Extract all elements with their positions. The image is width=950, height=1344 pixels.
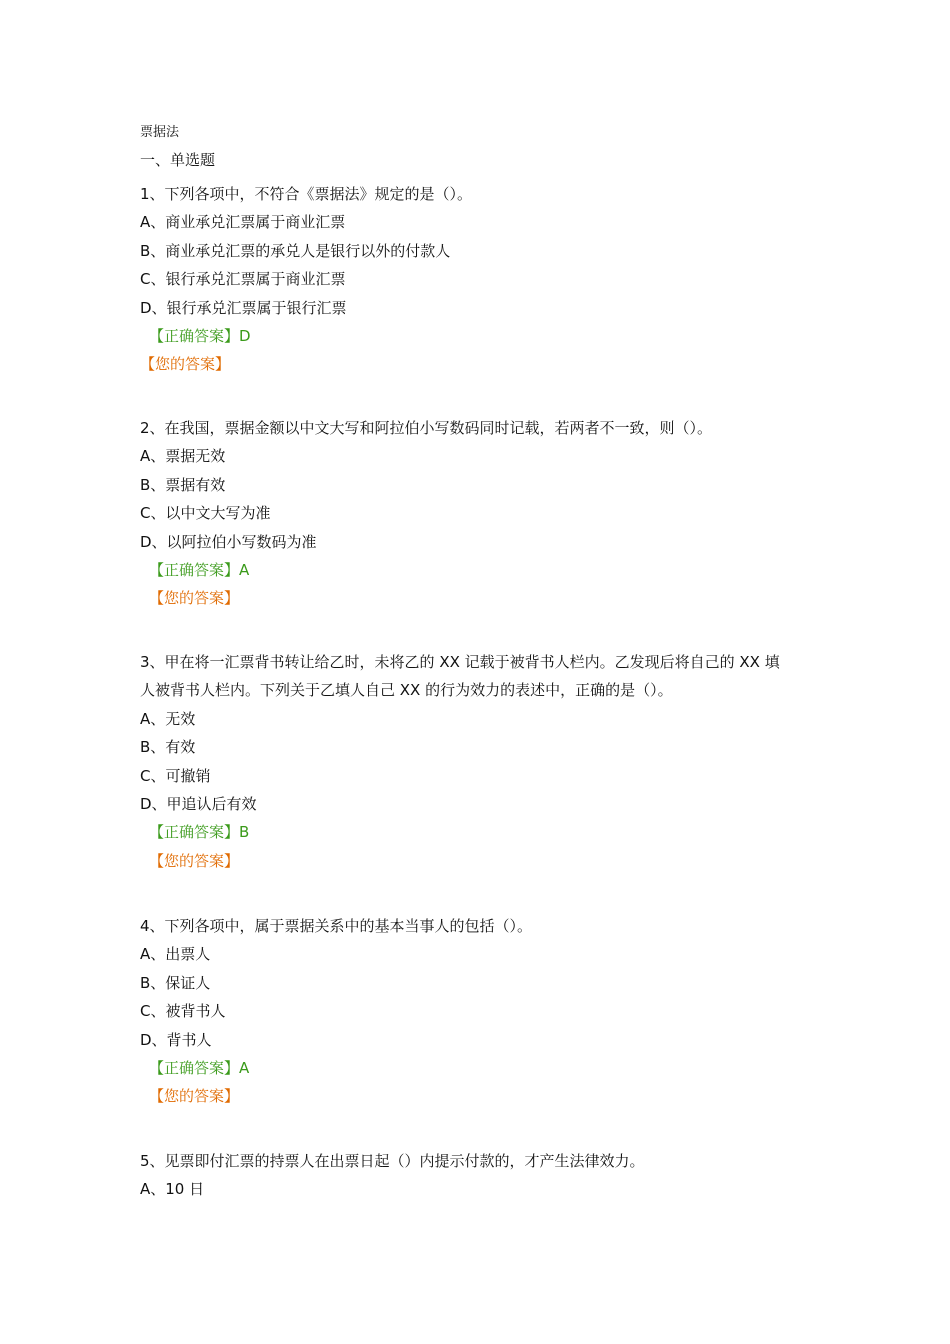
your-answer: 【您的答案】 bbox=[149, 589, 240, 608]
question-stem: 2、在我国，票据金额以中文大写和阿拉伯小写数码同时记载，若两者不一致，则（）。 bbox=[140, 419, 713, 437]
option-a: A、票据无效 bbox=[140, 447, 226, 466]
section-title: 一、单选题 bbox=[140, 151, 216, 169]
question-stem: 4、下列各项中，属于票据关系中的基本当事人的包括（）。 bbox=[140, 917, 533, 935]
question-4 bbox=[140, 912, 820, 1111]
option-b: B、保证人 bbox=[140, 973, 211, 992]
your-answer: 【您的答案】 bbox=[149, 851, 240, 870]
option-c: C、以中文大写为准 bbox=[140, 504, 271, 523]
option-c: C、银行承兑汇票属于商业汇票 bbox=[140, 270, 346, 289]
option-a: A、10 日 bbox=[140, 1180, 205, 1199]
option-a: A、出票人 bbox=[140, 945, 211, 964]
question-5 bbox=[140, 1147, 820, 1204]
question-1 bbox=[140, 180, 820, 379]
option-a: A、商业承兑汇票属于商业汇票 bbox=[140, 213, 346, 232]
option-d: D、甲追认后有效 bbox=[140, 794, 257, 813]
option-b: B、商业承兑汇票的承兑人是银行以外的付款人 bbox=[140, 241, 451, 260]
correct-answer: 【正确答案】B bbox=[149, 823, 250, 842]
question-2 bbox=[140, 414, 820, 613]
question-stem: 5、见票即付汇票的持票人在出票日起（）内提示付款的，才产生法律效力。 bbox=[140, 1152, 645, 1170]
option-d: D、银行承兑汇票属于银行汇票 bbox=[140, 298, 347, 317]
your-answer: 【您的答案】 bbox=[140, 355, 231, 374]
document-title: 票据法 bbox=[140, 125, 180, 140]
option-c: C、被背书人 bbox=[140, 1002, 226, 1021]
correct-answer: 【正确答案】A bbox=[149, 560, 250, 579]
option-d: D、以阿拉伯小写数码为准 bbox=[140, 532, 317, 551]
option-d: D、背书人 bbox=[140, 1030, 212, 1049]
option-b: B、票据有效 bbox=[140, 475, 226, 494]
option-b: B、有效 bbox=[140, 738, 196, 757]
option-a: A、无效 bbox=[140, 709, 196, 728]
question-stem-line-1: 3、甲在将一汇票背书转让给乙时，未将乙的 XX 记载于被背书人栏内。乙发现后将自己的 XX 填 bbox=[140, 653, 780, 671]
option-c: C、可撤销 bbox=[140, 766, 211, 785]
correct-answer: 【正确答案】A bbox=[149, 1058, 250, 1077]
question-stem: 1、下列各项中，不符合《票据法》规定的是（）。 bbox=[140, 185, 473, 203]
correct-answer: 【正确答案】D bbox=[149, 326, 251, 345]
question-3 bbox=[140, 648, 820, 875]
your-answer: 【您的答案】 bbox=[149, 1087, 240, 1106]
question-stem-line-2: 人被背书人栏内。下列关于乙填人自己 XX 的行为效力的表述中，正确的是（）。 bbox=[140, 681, 673, 700]
